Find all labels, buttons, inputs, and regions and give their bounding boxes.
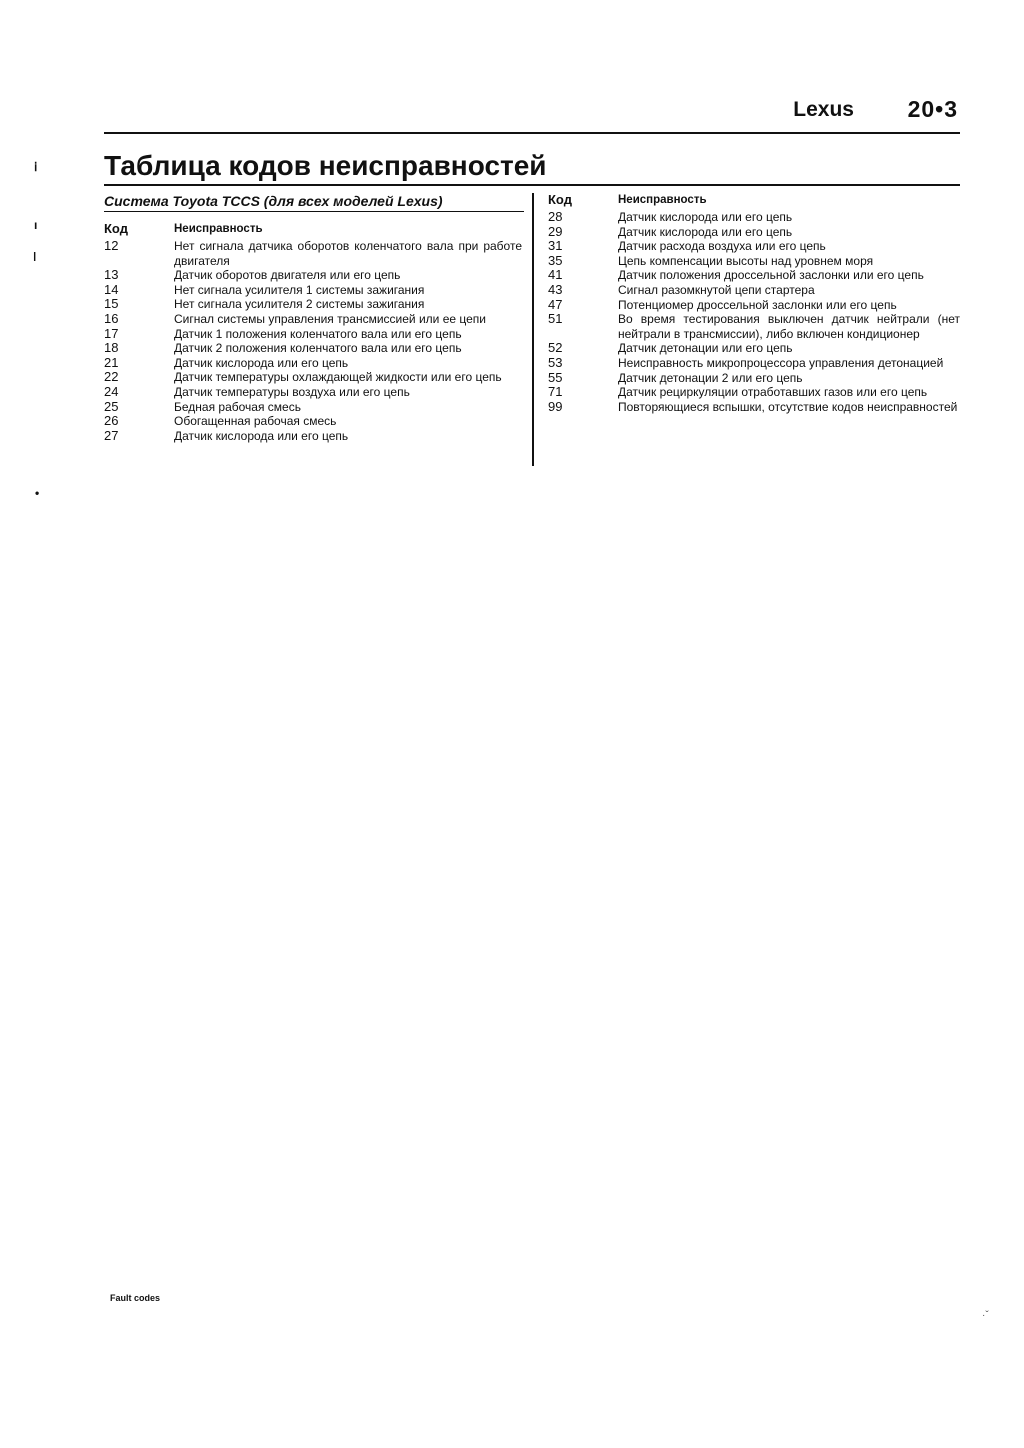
table-row [104, 429, 522, 444]
fault-description: Нет сигнала усилителя 1 системы зажигания [174, 282, 425, 297]
margin-mark: ı [34, 218, 38, 232]
table-row [104, 370, 522, 385]
fault-description: Нет сигнала датчика оборотов коленчатого вала при работе двигателя [174, 239, 522, 268]
table-row [104, 356, 522, 371]
fault-code: 22 [104, 369, 119, 385]
corner-mark: ·ˇ [982, 1310, 989, 1321]
fault-code: 18 [104, 340, 119, 356]
table-row [548, 225, 960, 240]
fault-description: Сигнал системы управления трансмиссией или ее цепи [174, 311, 486, 326]
table-row [104, 414, 522, 429]
header-fault: Неисправность [174, 223, 263, 235]
section-subtitle: Система Toyota TCCS (для всех моделей Lexus) [104, 193, 524, 212]
table-header [548, 193, 960, 210]
fault-description: Бедная рабочая смесь [174, 399, 301, 414]
fault-description: Повторяющиеся вспышки, отсутствие кодов неисправностей [618, 399, 958, 414]
header-fault: Неисправность [618, 194, 707, 206]
fault-code: 35 [548, 252, 563, 268]
table-header [104, 222, 522, 239]
fault-description: Датчик кислорода или его цепь [618, 224, 793, 239]
table-row [548, 341, 960, 356]
fault-code: 55 [548, 369, 563, 385]
fault-code: 17 [104, 325, 119, 341]
fault-description: Датчик положения дроссельной заслонки или его цепь [618, 268, 924, 283]
fault-description: Датчик кислорода или его цепь [174, 355, 349, 370]
footer-label: Fault codes [110, 1293, 161, 1303]
fault-description: Датчик рециркуляции отработавших газов или его цепь [618, 385, 928, 400]
fault-code: 31 [548, 238, 563, 254]
fault-description: Датчик детонации или его цепь [618, 341, 793, 356]
column-divider [532, 193, 534, 466]
fault-description: Потенциомер дроссельной заслонки или его цепь [618, 297, 897, 312]
table-row [548, 312, 960, 341]
fault-description: Датчик температуры охлаждающей жидкости или его цепь [174, 370, 502, 385]
table-row [548, 210, 960, 225]
fault-code: 28 [548, 209, 563, 224]
fault-code-table-right [548, 193, 960, 414]
fault-description: Неисправность микропроцессора управления детонацией [618, 355, 944, 370]
fault-code: 41 [548, 267, 563, 283]
fault-code: 21 [104, 354, 119, 370]
table-row [104, 400, 522, 415]
margin-mark: ⅰ [34, 160, 38, 174]
fault-code: 25 [104, 398, 119, 414]
table-row [548, 385, 960, 400]
header-code: Код [548, 192, 572, 207]
fault-description: Цепь компенсации высоты над уровнем моря [618, 253, 874, 268]
fault-code: 13 [104, 267, 119, 283]
table-row [104, 312, 522, 327]
brand-name: Lexus [793, 98, 854, 121]
fault-description: Датчик расхода воздуха или его цепь [618, 239, 826, 254]
table-row [104, 385, 522, 400]
fault-code: 26 [104, 413, 119, 429]
fault-description: Датчик кислорода или его цепь [174, 428, 349, 443]
fault-code: 27 [104, 427, 119, 443]
table-row [548, 268, 960, 283]
table-row [104, 341, 522, 356]
table-row [104, 283, 522, 298]
page-header [104, 96, 960, 134]
fault-description: Обогащенная рабочая смесь [174, 414, 337, 429]
fault-code: 99 [548, 398, 563, 414]
fault-description: Датчик температуры воздуха или его цепь [174, 384, 410, 399]
table-row [104, 297, 522, 312]
margin-mark: • [35, 486, 40, 500]
table-row [104, 268, 522, 283]
table-row [548, 371, 960, 386]
table-row [548, 400, 960, 415]
fault-description: Нет сигнала усилителя 2 системы зажигания [174, 297, 425, 312]
fault-description: Датчик 1 положения коленчатого вала или его цепь [174, 326, 462, 341]
page-title: Таблица кодов неисправностей [104, 150, 960, 186]
fault-code: 51 [548, 311, 563, 327]
fault-code: 53 [548, 354, 563, 370]
fault-code: 14 [104, 281, 119, 297]
fault-code: 52 [548, 340, 563, 356]
fault-code: 29 [548, 223, 563, 239]
table-row [548, 356, 960, 371]
table-row [548, 254, 960, 269]
fault-code: 47 [548, 296, 563, 312]
table-row [548, 283, 960, 298]
page-number: 20•3 [907, 96, 958, 122]
fault-description: Во время тестирования выключен датчик нейтрали (нет нейтрали в трансмиссии), либо включен кондиционер [618, 312, 960, 341]
fault-description: Датчик детонации 2 или его цепь [618, 370, 803, 385]
table-row [548, 239, 960, 254]
fault-code: 15 [104, 296, 119, 312]
table-row [104, 239, 522, 268]
fault-description: Датчик оборотов двигателя или его цепь [174, 268, 401, 283]
fault-code: 12 [104, 238, 119, 253]
table-row [548, 298, 960, 313]
fault-code: 43 [548, 281, 563, 297]
fault-code: 71 [548, 384, 563, 400]
fault-code: 16 [104, 310, 119, 326]
header-code: Код [104, 221, 128, 236]
fault-description: Сигнал разомкнутой цепи стартера [618, 282, 815, 297]
fault-code: 24 [104, 383, 119, 399]
margin-mark: ǀ [33, 250, 37, 264]
fault-description: Датчик 2 положения коленчатого вала или его цепь [174, 341, 462, 356]
fault-code-table-left [104, 222, 522, 443]
table-row [104, 327, 522, 342]
fault-description: Датчик кислорода или его цепь [618, 210, 793, 224]
